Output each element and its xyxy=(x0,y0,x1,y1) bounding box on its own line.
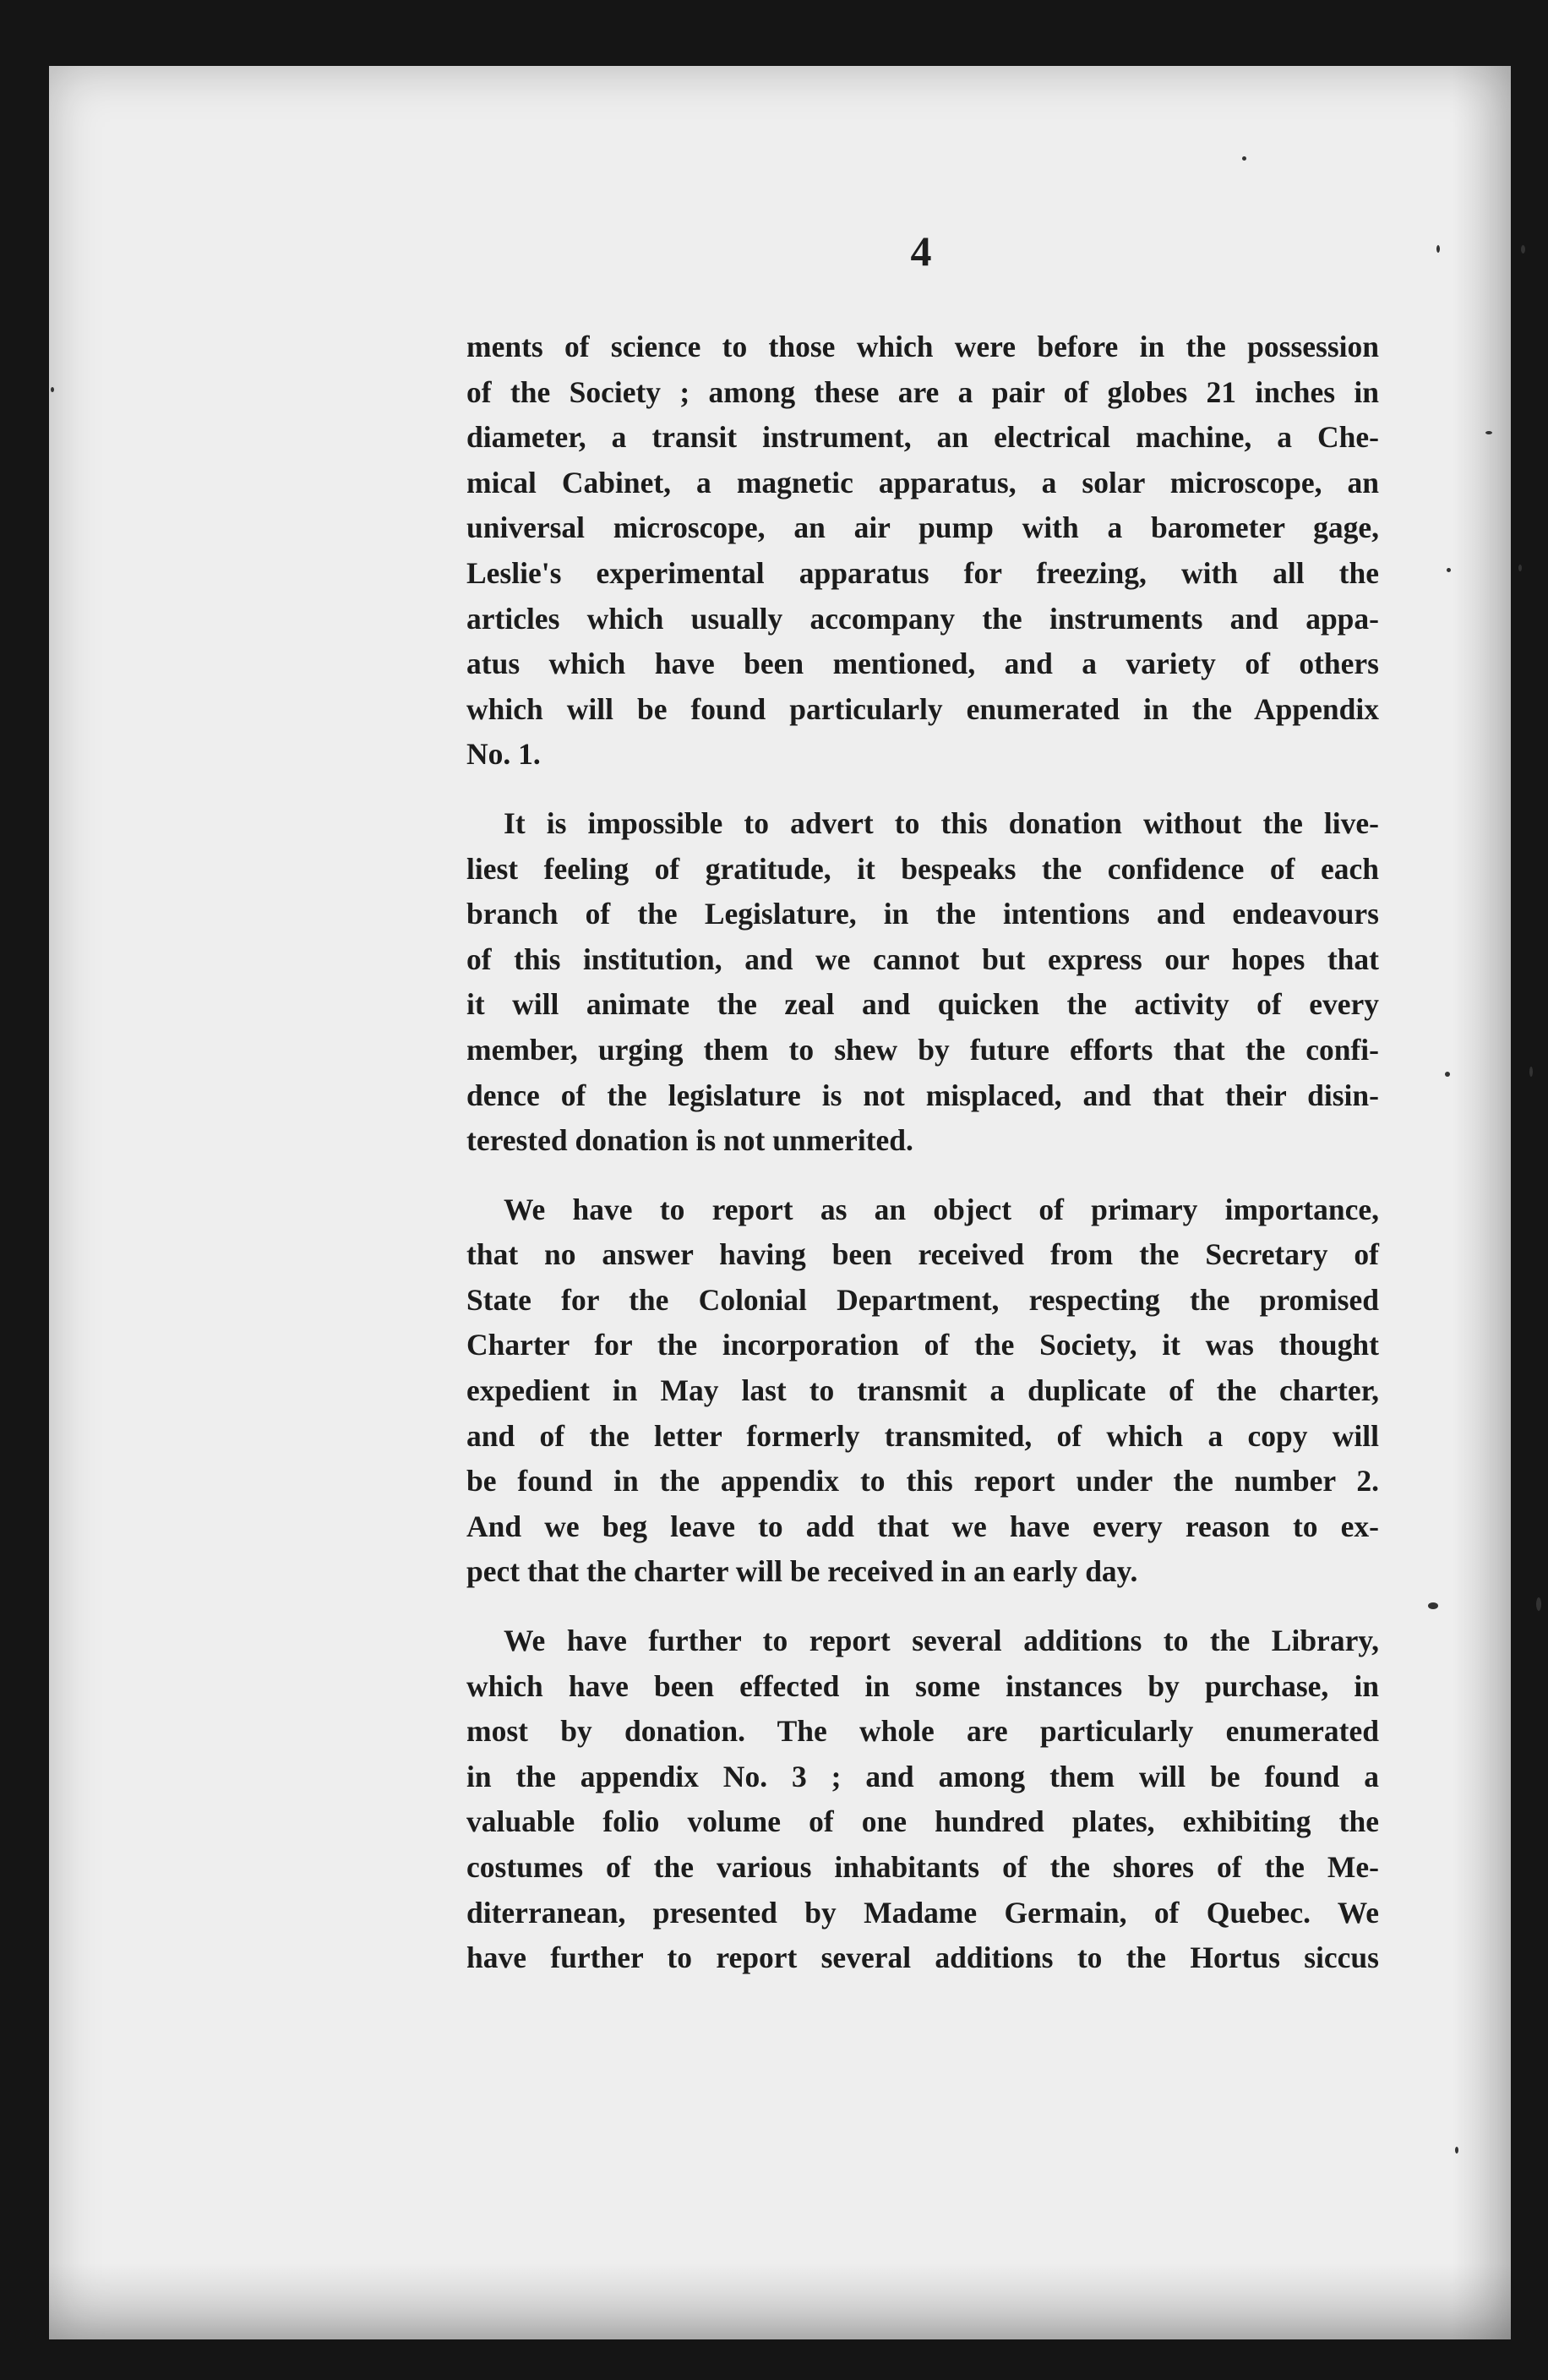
text-line: which will be found particularly enumerated in the Appendix xyxy=(466,691,1379,726)
text-line: Leslie's experimental apparatus for freezing, with all the xyxy=(466,555,1379,590)
text-line: and of the letter formerly transmited, of which a copy will xyxy=(466,1418,1379,1453)
text-line: in the appendix No. 3 ; and among them will be found a xyxy=(466,1759,1379,1793)
text-line: have further to report several additions to the Hortus siccus xyxy=(466,1941,1379,1975)
body-text xyxy=(466,325,1379,1981)
text-line: expedient in May last to transmit a duplicate of the charter, xyxy=(466,1373,1379,1408)
text-line: We have further to report several additions to the Library, xyxy=(504,1624,1379,1658)
text-line: State for the Colonial Department, respecting the promised xyxy=(466,1282,1379,1317)
paragraph-3 xyxy=(466,1187,1379,1595)
paragraph-4 xyxy=(466,1619,1379,1981)
text-line: liest feeling of gratitude, it bespeaks the confidence of each xyxy=(466,851,1379,886)
scan-speck xyxy=(1518,565,1522,571)
text-line: terested donation is not unmerited. xyxy=(466,1123,913,1158)
text-line: valuable folio volume of one hundred plates, exhibiting the xyxy=(466,1804,1379,1839)
paragraph-gap xyxy=(466,1164,1379,1187)
text-line: pect that the charter will be received in an early day. xyxy=(466,1554,1138,1589)
text-line: that no answer having been received from the Secretary of xyxy=(466,1237,1379,1272)
paragraph-1 xyxy=(466,325,1379,778)
text-line: branch of the Legislature, in the intentions and endeavours xyxy=(466,897,1379,931)
scan-speck xyxy=(1428,1602,1438,1609)
text-line: diameter, a transit instrument, an electrical machine, a Che- xyxy=(466,420,1379,455)
text-line: Charter for the incorporation of the Society, it was thought xyxy=(466,1328,1379,1362)
scan-speck xyxy=(1529,1067,1533,1077)
text-line: It is impossible to advert to this donation without the live- xyxy=(504,805,1379,840)
scan-speck xyxy=(1242,156,1246,161)
paragraph-2 xyxy=(466,801,1379,1164)
scan-speck xyxy=(1436,245,1440,253)
text-line: articles which usually accompany the instruments and appa- xyxy=(466,601,1379,636)
text-line: most by donation. The whole are particularly enumerated xyxy=(466,1714,1379,1749)
text-line: ments of science to those which were before in the possession xyxy=(466,330,1379,363)
page-edge-shadow-right xyxy=(1452,66,1511,2339)
scan-speck xyxy=(1521,245,1525,254)
paragraph-gap xyxy=(466,1595,1379,1619)
text-line: of the Society ; among these are a pair of globes 21 inches in xyxy=(466,374,1379,409)
page-edge-shadow-bottom xyxy=(49,2263,1511,2339)
text-line: costumes of the various inhabitants of the shores of the Me- xyxy=(466,1850,1379,1884)
scan-speck xyxy=(51,387,54,392)
scan-speck xyxy=(1445,1072,1450,1077)
paragraph-gap xyxy=(466,778,1379,801)
text-line: be found in the appendix to this report under the number 2. xyxy=(466,1464,1379,1498)
text-line: We have to report as an object of primary importance, xyxy=(504,1192,1379,1226)
text-line: dence of the legislature is not misplaced, and that their disin- xyxy=(466,1078,1379,1112)
text-line: mical Cabinet, a magnetic apparatus, a solar microscope, an xyxy=(466,465,1379,499)
scan-speck xyxy=(1455,2147,1458,2153)
text-line: it will animate the zeal and quicken the activity of every xyxy=(466,987,1379,1022)
text-line: member, urging them to shew by future efforts that the confi- xyxy=(466,1032,1379,1067)
text-line: No. 1. xyxy=(466,737,541,772)
text-line: atus which have been mentioned, and a variety of others xyxy=(466,647,1379,681)
text-line: of this institution, and we cannot but express our hopes that xyxy=(466,942,1379,976)
text-line: And we beg leave to add that we have every reason to ex- xyxy=(466,1509,1379,1543)
page-number: 4 xyxy=(910,227,932,275)
text-line: diterranean, presented by Madame Germain, of Quebec. We xyxy=(466,1895,1379,1930)
scan-speck xyxy=(1536,1597,1541,1611)
text-line: which have been effected in some instances by purchase, in xyxy=(466,1668,1379,1703)
scan-speck xyxy=(1447,568,1451,572)
scan-speck xyxy=(1485,431,1492,434)
text-line: universal microscope, an air pump with a barometer gage, xyxy=(466,510,1379,545)
